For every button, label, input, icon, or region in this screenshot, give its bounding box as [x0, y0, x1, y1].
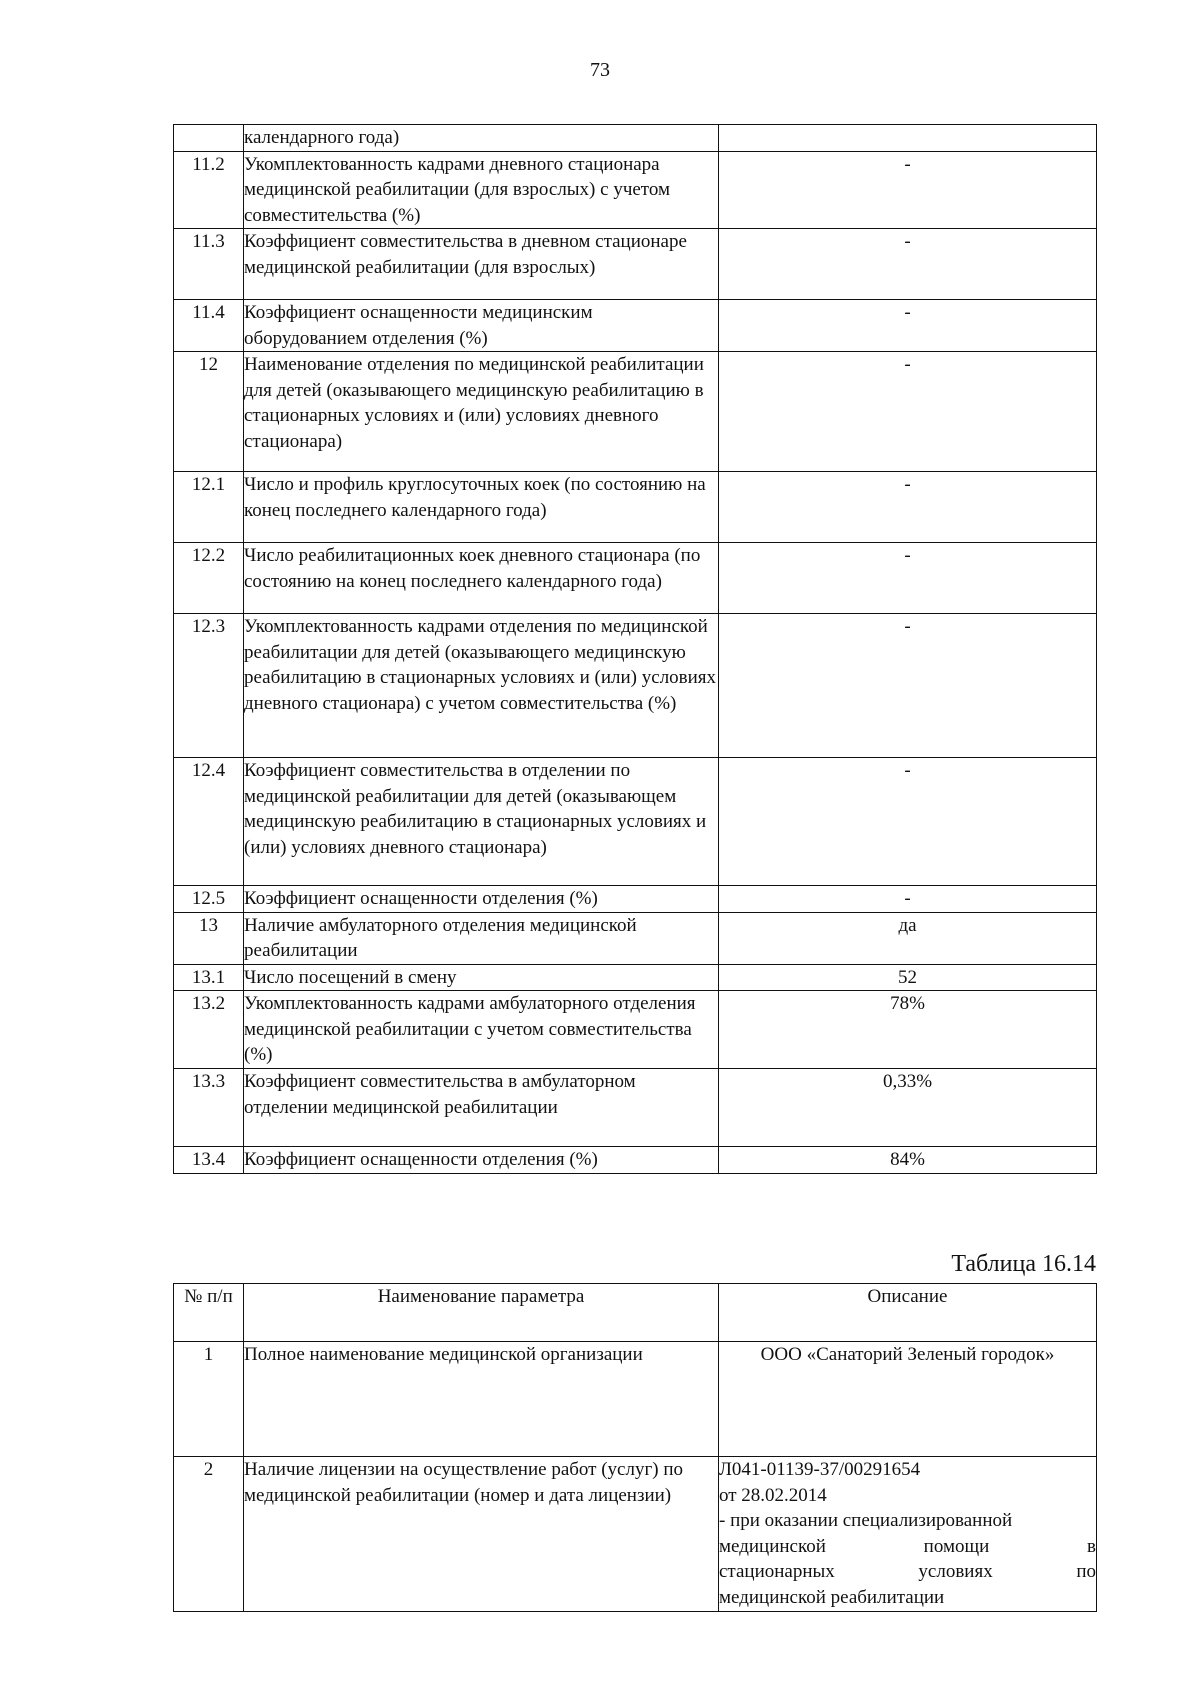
license-scope-line: медицинской помощи в [719, 1535, 1096, 1557]
table-row [174, 614, 1097, 758]
parameter-name: Коэффициент совместительства в дневном стационаре медицинской реабилитации (для взрослых) [244, 229, 719, 300]
row-number: 11.4 [174, 300, 244, 352]
license-date: от 28.02.2014 [719, 1484, 827, 1506]
header-description: Описание [719, 1284, 1097, 1342]
parameter-value: - [719, 352, 1097, 472]
parameter-name: Коэффициент совместительства в отделении по медицинской реабилитации для детей (оказывающем медицинскую реабилитацию в стационарных условиях и (или) условиях дневного стационара) [244, 758, 719, 886]
parameter-name: Число реабилитационных коек дневного стационара (по состоянию на конец последнего календарного года) [244, 543, 719, 614]
license-number: Л041-01139-37/00291654 [719, 1459, 921, 1480]
parameter-name: Укомплектованность кадрами дневного стационара медицинской реабилитации (для взрослых) с учетом совместительства (%) [244, 151, 719, 229]
table-row [174, 991, 1097, 1069]
table-row [174, 1457, 1097, 1612]
parameter-name: Коэффициент оснащенности медицинским оборудованием отделения (%) [244, 300, 719, 352]
row-number: 12 [174, 352, 244, 472]
parameter-value: 78% [719, 991, 1097, 1069]
table-row [174, 912, 1097, 964]
row-number: 12.5 [174, 886, 244, 913]
table-header-row [174, 1284, 1097, 1342]
row-number: 13 [174, 912, 244, 964]
row-number: 13.1 [174, 964, 244, 991]
license-scope-line: - при оказании специализированной [719, 1510, 1013, 1531]
parameter-name: Коэффициент оснащенности отделения (%) [244, 886, 719, 913]
page-number: 73 [590, 59, 610, 81]
parameter-name: Число и профиль круглосуточных коек (по состоянию на конец последнего календарного года) [244, 472, 719, 543]
parameter-value: - [719, 229, 1097, 300]
table-row [174, 1069, 1097, 1147]
row-number: 11.2 [174, 151, 244, 229]
header-parameter-name: Наименование параметра [244, 1284, 719, 1342]
table-row [174, 886, 1097, 913]
parameter-value: - [719, 472, 1097, 543]
parameter-name: Наличие лицензии на осуществление работ (услуг) по медицинской реабилитации (номер и дата лицензии) [244, 1457, 719, 1612]
table-caption: Таблица 16.14 [951, 1251, 1096, 1277]
parameter-value: - [719, 300, 1097, 352]
row-number: 1 [174, 1342, 244, 1457]
row-number: 13.2 [174, 991, 244, 1069]
table-row [174, 543, 1097, 614]
row-number: 12.4 [174, 758, 244, 886]
parameter-value [719, 125, 1097, 152]
license-scope-line: медицинской реабилитации [719, 1586, 945, 1608]
parameter-value: 0,33% [719, 1069, 1097, 1147]
parameter-name: Укомплектованность кадрами амбулаторного отделения медицинской реабилитации с учетом совместительства (%) [244, 991, 719, 1069]
parameters-table-continued [173, 124, 1097, 1174]
parameter-value: 52 [719, 964, 1097, 991]
parameter-name: Полное наименование медицинской организации [244, 1342, 719, 1457]
parameter-value: - [719, 614, 1097, 758]
row-number: 11.3 [174, 229, 244, 300]
parameter-name: Укомплектованность кадрами отделения по медицинской реабилитации для детей (оказывающего медицинскую реабилитацию в стационарных условиях и (или) условиях дневного стационара) с учетом совместительства (%) [244, 614, 719, 758]
table-row [174, 472, 1097, 543]
table-row [174, 229, 1097, 300]
parameter-name: Число посещений в смену [244, 964, 719, 991]
table-row [174, 1342, 1097, 1457]
row-number: 12.3 [174, 614, 244, 758]
table-row [174, 125, 1097, 152]
header-number: № п/п [174, 1284, 244, 1342]
parameter-name: календарного года) [244, 125, 719, 152]
license-scope-line: стационарных условиях по [719, 1561, 1096, 1582]
row-number: 2 [174, 1457, 244, 1612]
row-number: 12.1 [174, 472, 244, 543]
parameter-name: Коэффициент совместительства в амбулаторном отделении медицинской реабилитации [244, 1069, 719, 1147]
parameter-value: - [719, 543, 1097, 614]
parameter-value: - [719, 758, 1097, 886]
parameter-value: да [719, 912, 1097, 964]
row-number [174, 125, 244, 152]
parameter-value: - [719, 151, 1097, 229]
organization-name: ООО «Санаторий Зеленый городок» [719, 1342, 1097, 1457]
row-number: 13.3 [174, 1069, 244, 1147]
parameter-value: 84% [719, 1147, 1097, 1174]
table-row [174, 964, 1097, 991]
table-row [174, 300, 1097, 352]
parameter-name: Коэффициент оснащенности отделения (%) [244, 1147, 719, 1174]
row-number: 12.2 [174, 543, 244, 614]
table-row [174, 1147, 1097, 1174]
table-16-14 [173, 1283, 1097, 1612]
license-description [719, 1457, 1097, 1612]
table-row [174, 352, 1097, 472]
row-number: 13.4 [174, 1147, 244, 1174]
table-row [174, 758, 1097, 886]
parameter-name: Наименование отделения по медицинской реабилитации для детей (оказывающего медицинскую реабилитацию в стационарных условиях и (или) условиях дневного стационара) [244, 352, 719, 472]
table-row [174, 151, 1097, 229]
parameter-name: Наличие амбулаторного отделения медицинской реабилитации [244, 912, 719, 964]
parameter-value: - [719, 886, 1097, 913]
